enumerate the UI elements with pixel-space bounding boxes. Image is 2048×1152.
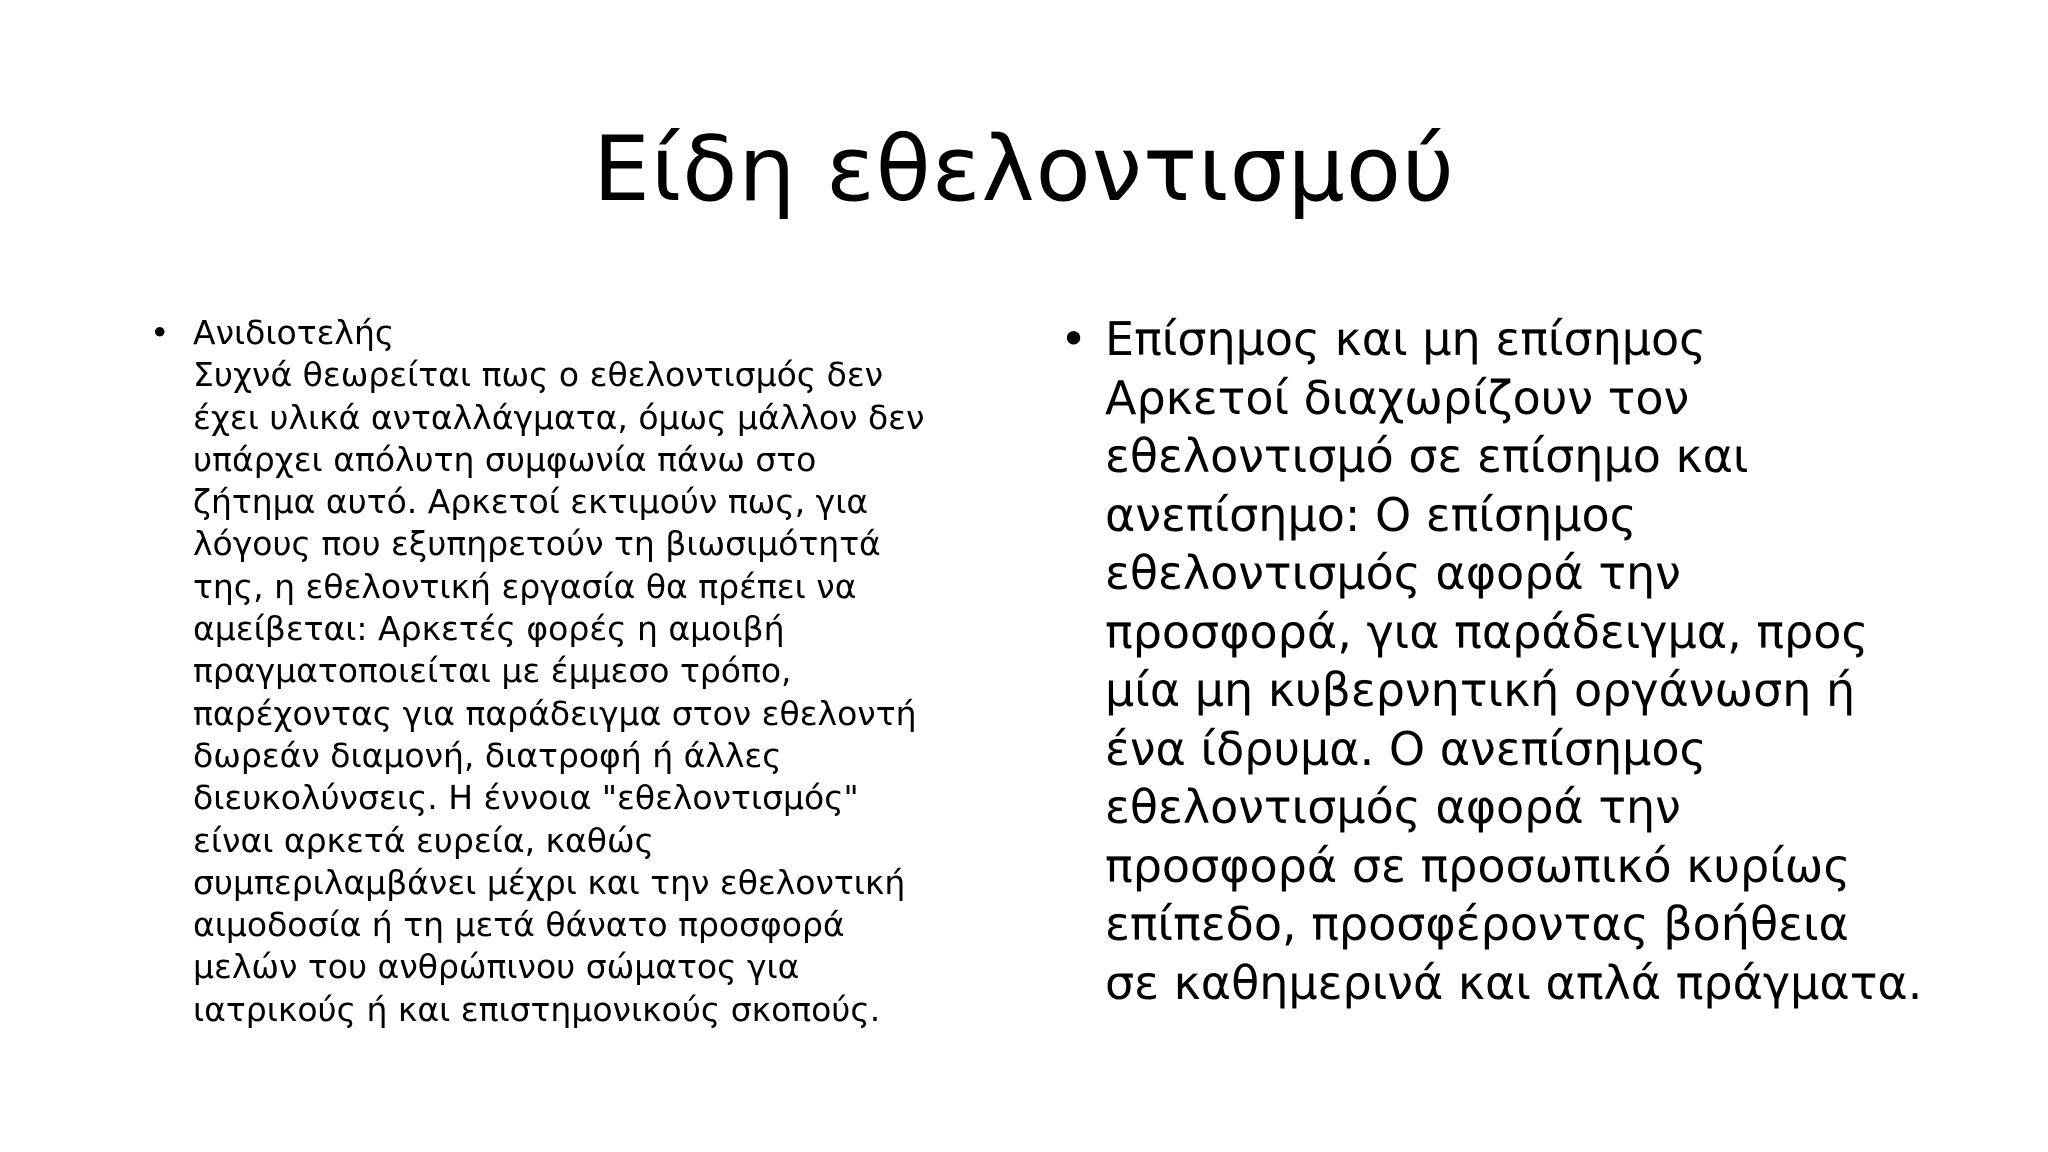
bullet-item-formal-informal <box>1060 310 1940 1012</box>
bullet-icon <box>1060 310 1087 369</box>
bullet-body: Αρκετοί διαχωρίζουν τον εθελοντισμό σε επίσημο και ανεπίσημο: Ο επίσημος εθελοντισμός αφορά την προσφορά, για παράδειγμα, προς μία μη κυβερνητική οργάνωση ή ένα ίδρυμα. Ο ανεπίσημος εθελοντισμός αφορά την προσφορά σε προσωπικό κυρίως επίπεδο, προσφέροντας βοήθεια σε καθημερινά και απλά πράγματα. <box>1105 370 1923 1010</box>
bullet-icon <box>150 312 169 354</box>
right-column <box>1060 310 1940 1012</box>
slide-title: Είδη εθελοντισμού <box>592 117 1456 222</box>
left-column <box>150 312 1000 1031</box>
bullet-heading: Ανιδιοτελής <box>193 313 395 352</box>
bullet-item-altruistic <box>150 312 1000 1031</box>
bullet-body: Συχνά θεωρείται πως ο εθελοντισμός δεν έχει υλικά ανταλλάγματα, όμως μάλλον δεν υπάρχει απόλυτη συμφωνία πάνω στο ζήτημα αυτό. Αρκετοί εκτιμούν πως, για λόγους που εξυπηρετούν τη βιωσιμότητά της, η εθελοντική εργασία θα πρέπει να αμείβεται: Αρκετές φορές η αμοιβή πραγματοποιείται με έμμεσο τρόπο, παρέχοντας για παράδειγμα στον εθελοντή δωρεάν διαμονή, διατροφή ή άλλες διευκολύνσεις. Η έννοια "εθελοντισμός" είναι αρκετά ευρεία, καθώς συμπεριλαμβάνει μέχρι και την εθελοντική αιμοδοσία ή τη μετά θάνατο προσφορά μελών του ανθρώπινου σώματος για ιατρικούς ή και επιστημονικούς σκοπούς. <box>193 355 925 1029</box>
bullet-heading: Επίσημος και μη επίσημος <box>1105 312 1707 366</box>
